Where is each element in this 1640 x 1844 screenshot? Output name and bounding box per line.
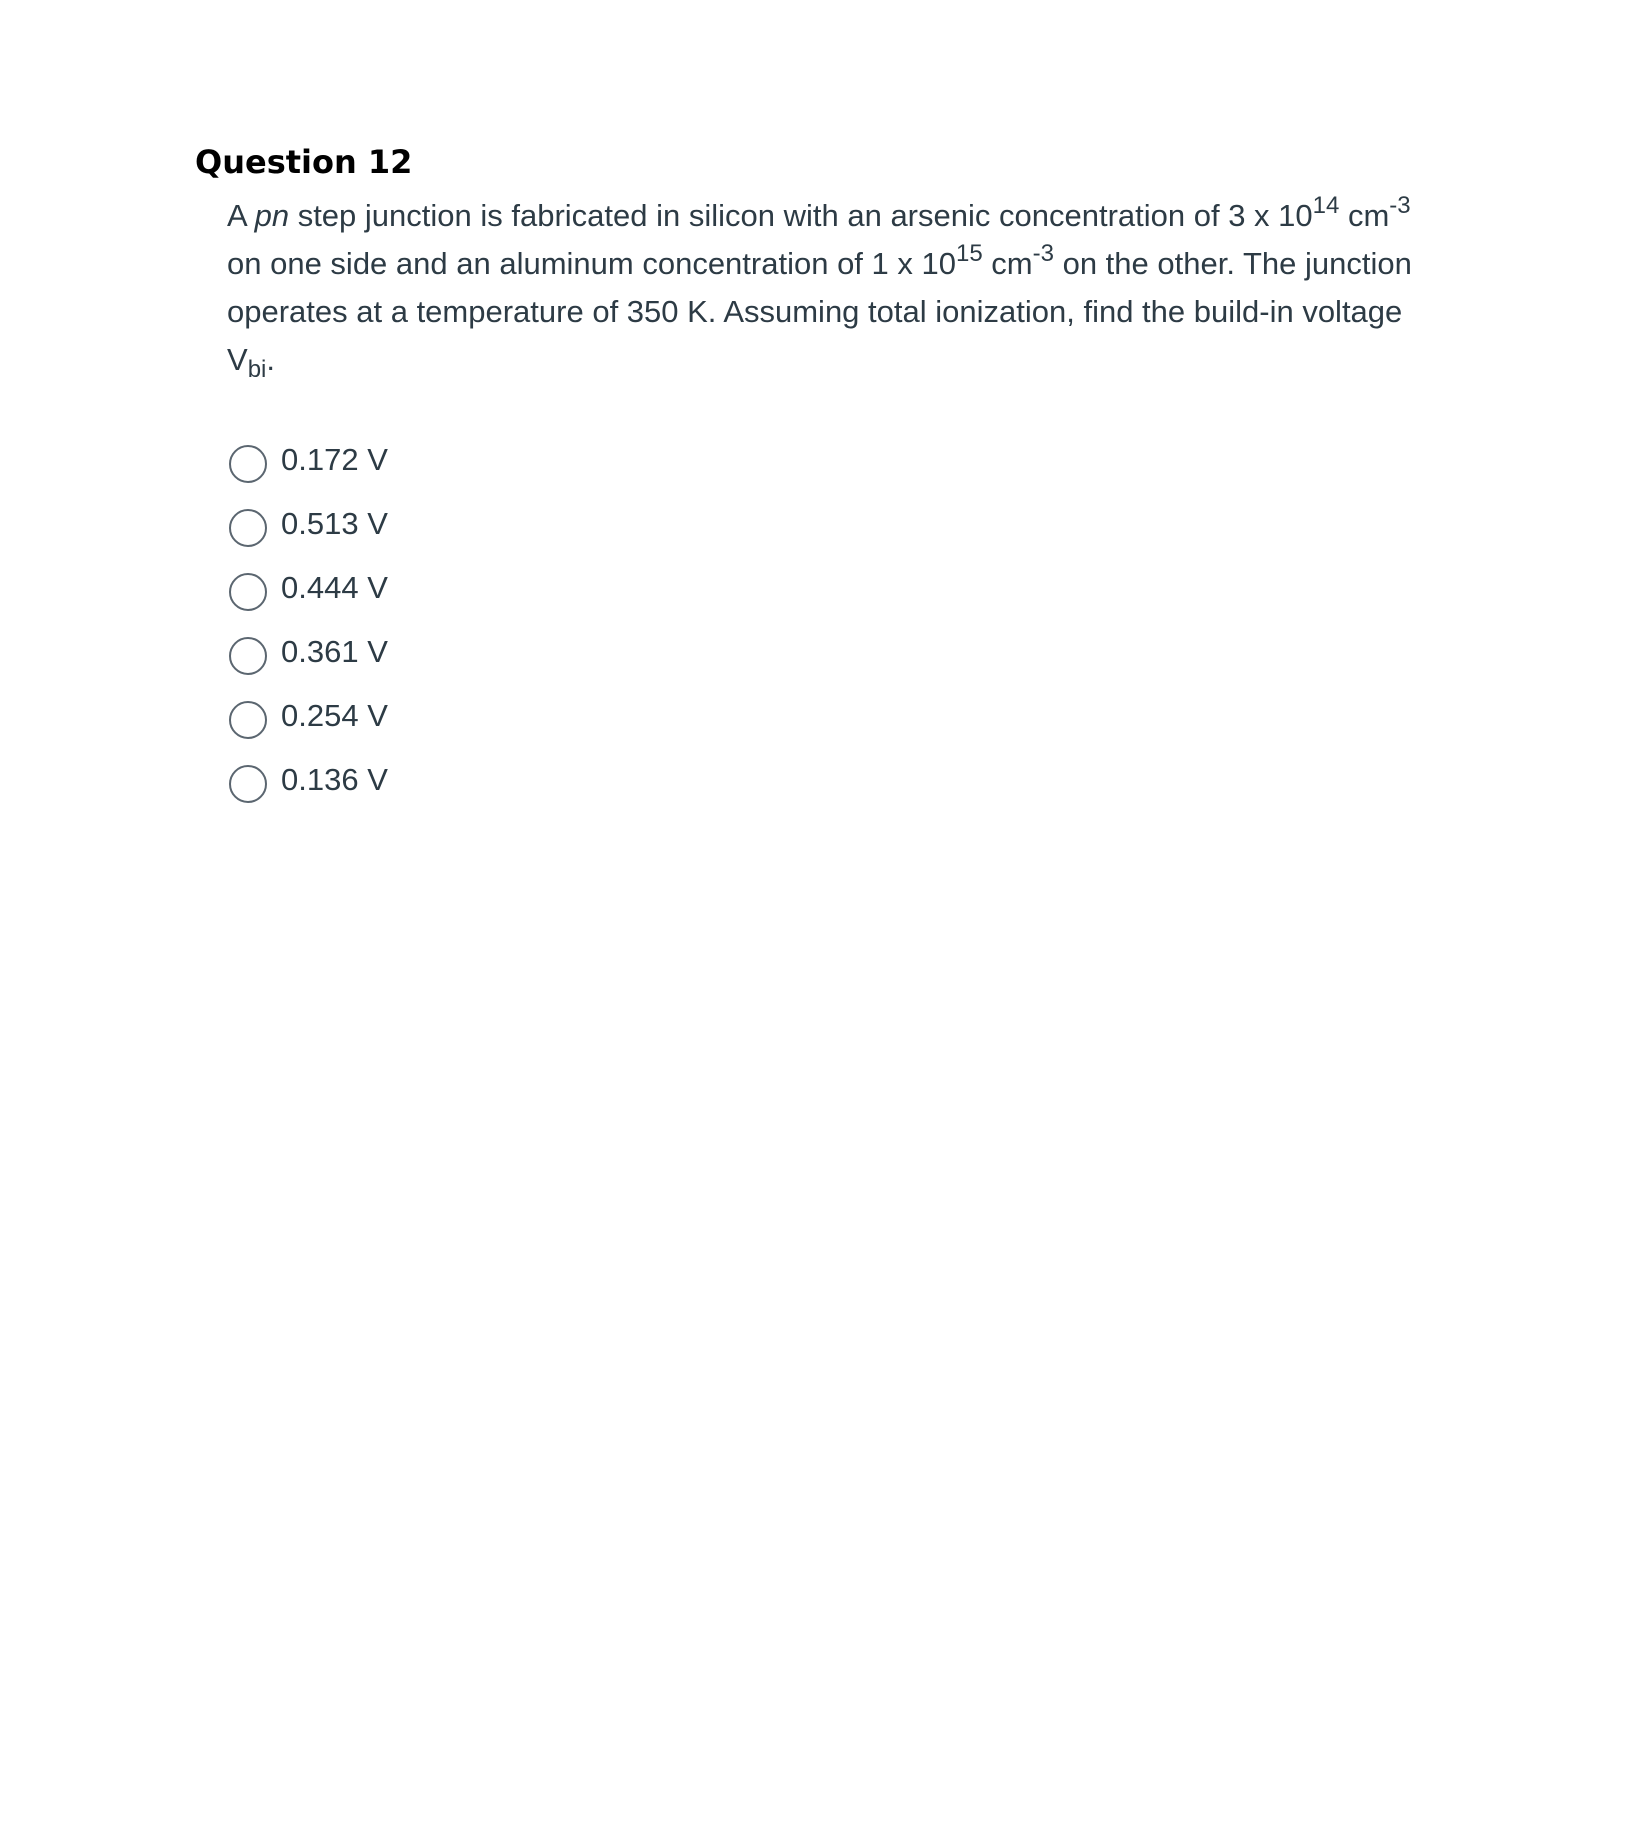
question-text-part: on the other. The junction operates at a temperature of 350 K. Assuming total ionization, find the build-in voltage V: [227, 246, 1412, 377]
answer-option[interactable]: [229, 492, 1445, 556]
subscript: bi: [247, 356, 267, 384]
answer-option[interactable]: [229, 748, 1445, 812]
answer-label[interactable]: 0.136 V: [281, 762, 388, 797]
radio-button[interactable]: [229, 637, 267, 675]
question-text-part: cm: [982, 246, 1033, 281]
answer-label[interactable]: 0.172 V: [281, 442, 388, 477]
question-title: Question 12: [195, 143, 413, 181]
radio-button[interactable]: [229, 573, 267, 611]
radio-button[interactable]: [229, 509, 267, 547]
answer-option[interactable]: [229, 620, 1445, 684]
question-text: [227, 192, 1447, 384]
question-text-part: A: [227, 198, 255, 233]
question-text-part: step junction is fabricated in silicon with an arsenic concentration of 3 x 10: [289, 198, 1313, 233]
exponent: 15: [955, 239, 983, 267]
answer-label[interactable]: 0.361 V: [281, 634, 388, 669]
answer-option[interactable]: [229, 428, 1445, 492]
answer-label[interactable]: 0.444 V: [281, 570, 388, 605]
exponent: 14: [1312, 191, 1340, 219]
answer-option[interactable]: [229, 684, 1445, 748]
exponent: -3: [1389, 191, 1411, 219]
answer-list: [229, 428, 1445, 812]
radio-button[interactable]: [229, 765, 267, 803]
question-text-pn: pn: [254, 198, 290, 233]
answer-option[interactable]: [229, 556, 1445, 620]
question-block: [195, 140, 1445, 828]
question-text-part: cm: [1339, 198, 1390, 233]
radio-button[interactable]: [229, 445, 267, 483]
answer-label[interactable]: 0.513 V: [281, 506, 388, 541]
answer-label[interactable]: 0.254 V: [281, 698, 388, 733]
radio-button[interactable]: [229, 701, 267, 739]
exponent: -3: [1032, 239, 1054, 267]
question-text-part: .: [266, 342, 275, 377]
question-text-part: on one side and an aluminum concentration of 1 x 10: [227, 246, 956, 281]
